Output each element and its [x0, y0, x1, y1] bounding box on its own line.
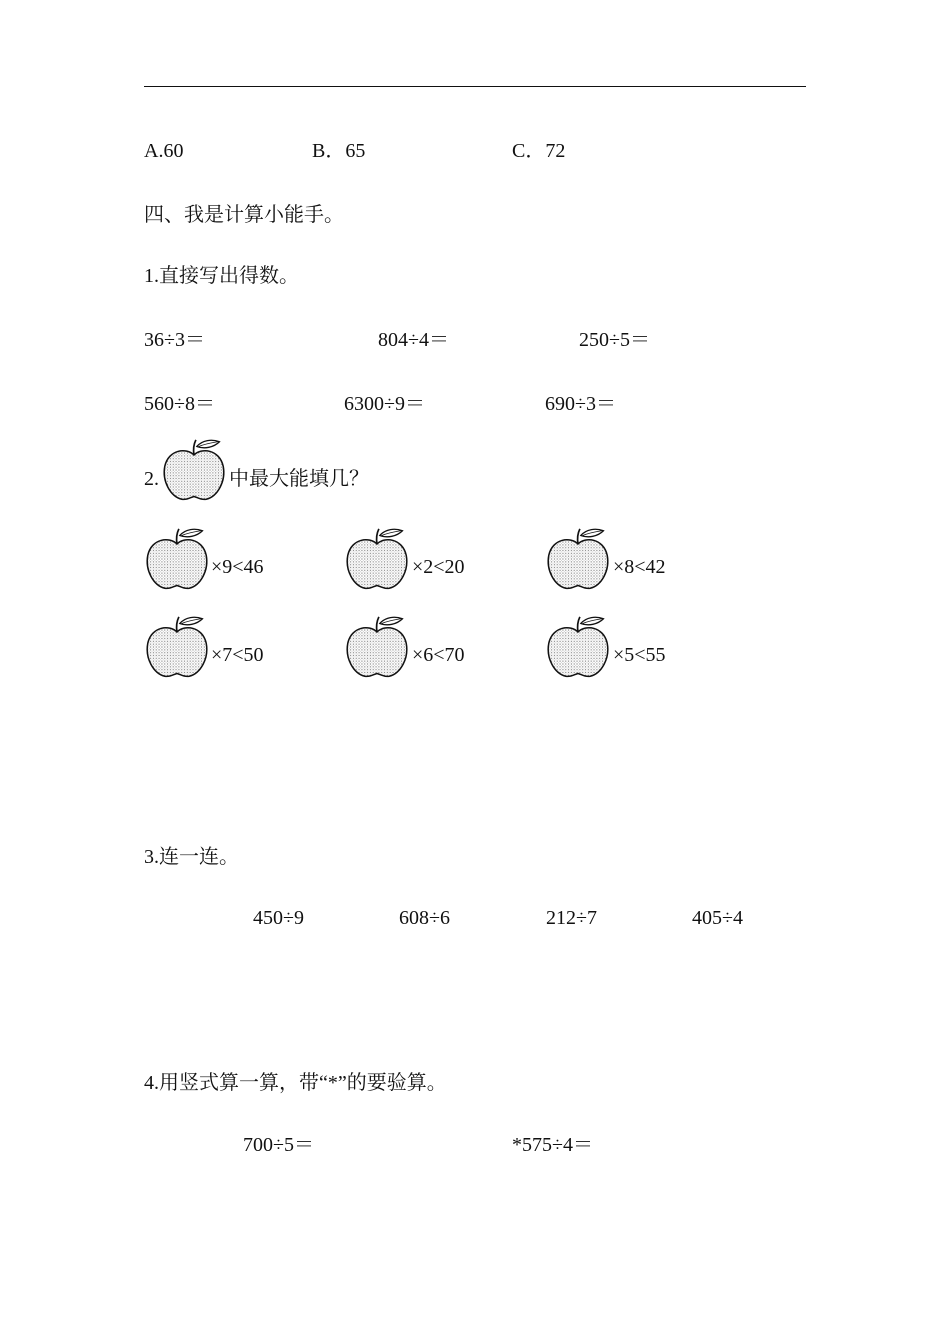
apple-icon: [343, 527, 411, 593]
apple-icon: [343, 615, 411, 681]
q2-inequality: ×6<70: [412, 644, 465, 666]
question-2-text: 中最大能填几？: [229, 468, 369, 490]
q1-expr: 560÷8＝: [144, 393, 215, 415]
q3-expr: 212÷7: [546, 907, 597, 929]
option-c: C．72: [512, 140, 566, 162]
section-title: 四、我是计算小能手。: [144, 204, 344, 226]
apple-icon: [143, 527, 211, 593]
question-3-title: 3.连一连。: [144, 846, 239, 868]
q2-inequality: ×8<42: [613, 556, 666, 578]
apple-icon: [143, 615, 211, 681]
q1-expr: 804÷4＝: [378, 329, 449, 351]
q1-expr: 36÷3＝: [144, 329, 205, 351]
q3-expr: 608÷6: [399, 907, 450, 929]
q1-expr: 6300÷9＝: [344, 393, 425, 415]
question-4-title: 4.用竖式算一算，带“*”的要验算。: [144, 1072, 447, 1094]
q1-expr: 250÷5＝: [579, 329, 650, 351]
apple-icon: [160, 438, 228, 504]
q2-inequality: ×5<55: [613, 644, 666, 666]
q2-inequality: ×2<20: [412, 556, 465, 578]
q1-expr: 690÷3＝: [545, 393, 616, 415]
q4-expr: 700÷5＝: [243, 1134, 314, 1156]
header-rule: [144, 86, 806, 87]
question-1-title: 1.直接写出得数。: [144, 265, 299, 287]
q3-expr: 405÷4: [692, 907, 743, 929]
q3-expr: 450÷9: [253, 907, 304, 929]
apple-icon: [544, 527, 612, 593]
q2-inequality: ×7<50: [211, 644, 264, 666]
question-2-number: 2.: [144, 468, 159, 490]
option-b: B．65: [312, 140, 366, 162]
apple-icon: [544, 615, 612, 681]
q4-expr: *575÷4＝: [512, 1134, 593, 1156]
option-a: A.60: [144, 140, 184, 162]
q2-inequality: ×9<46: [211, 556, 264, 578]
